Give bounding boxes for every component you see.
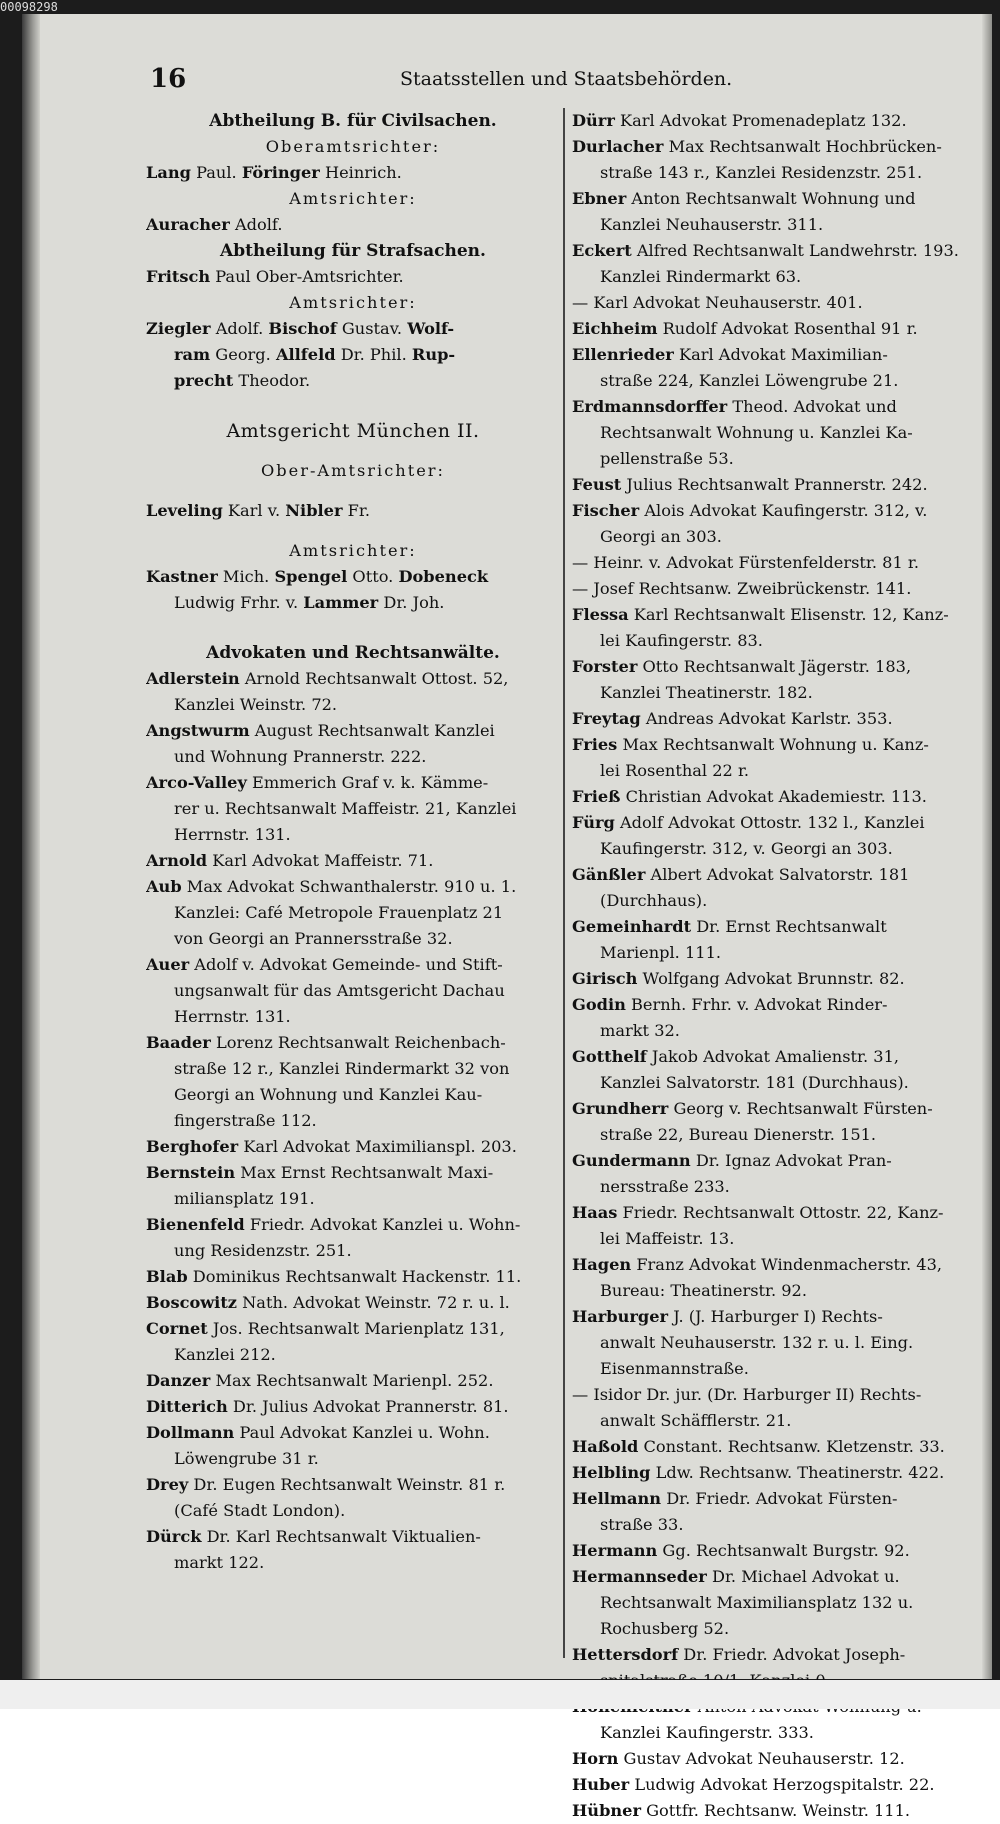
directory-line: und Wohnung Prannerstr. 222. xyxy=(174,747,427,766)
directory-line: Gemeinhardt Dr. Ernst Rechtsanwalt xyxy=(572,917,887,936)
directory-line: — Karl Advokat Neuhauserstr. 401. xyxy=(572,293,863,312)
directory-line: Georgi an Wohnung und Kanzlei Kau- xyxy=(174,1085,483,1104)
directory-line: Rechtsanwalt Maximiliansplatz 132 u. xyxy=(600,1593,914,1612)
directory-line: straße 143 r., Kanzlei Residenzstr. 251. xyxy=(600,163,923,182)
directory-line: Fries Max Rechtsanwalt Wohnung u. Kanz- xyxy=(572,735,929,754)
directory-line: straße 224, Kanzlei Löwengrube 21. xyxy=(600,371,899,390)
directory-line: Cornet Jos. Rechtsanwalt Marienplatz 131, xyxy=(146,1319,505,1338)
directory-line: Fischer Alois Advokat Kaufingerstr. 312, v. xyxy=(572,501,928,520)
directory-line: Kanzlei 212. xyxy=(174,1345,276,1364)
directory-line: Dürck Dr. Karl Rechtsanwalt Viktualien- xyxy=(146,1527,481,1546)
directory-line: Haßold Constant. Rechtsanw. Kletzenstr. 33. xyxy=(572,1437,945,1456)
section-heading: Abtheilung für Strafsachen. xyxy=(220,241,486,261)
directory-line: Flessa Karl Rechtsanwalt Elisenstr. 12, Kanz- xyxy=(572,605,949,624)
directory-line: Eichheim Rudolf Advokat Rosenthal 91 r. xyxy=(572,319,918,338)
section-heading: Amtsgericht München II. xyxy=(226,420,480,442)
spacer xyxy=(146,394,560,418)
directory-line: Dürr Karl Advokat Promenadeplatz 132. xyxy=(572,111,907,130)
directory-line: Eisenmannstraße. xyxy=(600,1359,749,1378)
directory-line: lei Rosenthal 22 r. xyxy=(600,761,750,780)
directory-line: Dollmann Paul Advokat Kanzlei u. Wohn. xyxy=(146,1423,490,1442)
directory-line: Drey Dr. Eugen Rechtsanwalt Weinstr. 81 r. xyxy=(146,1475,506,1494)
directory-line: Ellenrieder Karl Advokat Maximilian- xyxy=(572,345,888,364)
directory-line: Kanzlei Salvatorstr. 181 (Durchhaus). xyxy=(600,1073,909,1092)
directory-line: Kanzlei Theatinerstr. 182. xyxy=(600,683,813,702)
directory-line: Blab Dominikus Rechtsanwalt Hackenstr. 11. xyxy=(146,1267,522,1286)
directory-line: lei Maffeistr. 13. xyxy=(600,1229,735,1248)
directory-line: Huber Ludwig Advokat Herzogspitalstr. 22. xyxy=(572,1775,935,1794)
directory-line: precht Theodor. xyxy=(174,371,311,390)
directory-line: Haas Friedr. Rechtsanwalt Ottostr. 22, Kanz- xyxy=(572,1203,944,1222)
directory-line: Kanzlei Rindermarkt 63. xyxy=(600,267,802,286)
directory-line: Ditterich Dr. Julius Advokat Prannerstr. 81. xyxy=(146,1397,509,1416)
directory-line: Erdmannsdorffer Theod. Advokat und xyxy=(572,397,897,416)
directory-line: Ober-Amtsrichter: xyxy=(261,461,445,480)
directory-line: Amtsrichter: xyxy=(289,189,417,208)
directory-line: anwalt Neuhauserstr. 132 r. u. l. Eing. xyxy=(600,1333,914,1352)
directory-line: ram Georg. Allfeld Dr. Phil. Rup- xyxy=(174,345,456,364)
directory-line: Rochusberg 52. xyxy=(600,1619,730,1638)
directory-line: Fritsch Paul Ober-Amtsrichter. xyxy=(146,267,404,286)
running-header: Staatsstellen und Staatsbehörden. xyxy=(400,68,733,90)
book-spine xyxy=(22,14,40,1679)
directory-line: nersstraße 233. xyxy=(600,1177,730,1196)
directory-line: miliansplatz 191. xyxy=(174,1189,315,1208)
right-column xyxy=(572,108,964,1824)
directory-line: straße 33. xyxy=(600,1515,684,1534)
scan-bottom-margin xyxy=(0,1680,1000,1709)
directory-line: Rechtsanwalt Wohnung u. Kanzlei Ka- xyxy=(600,423,913,442)
directory-line: straße 12 r., Kanzlei Rindermarkt 32 von xyxy=(174,1059,510,1078)
directory-line: Gänßler Albert Advokat Salvatorstr. 181 xyxy=(572,865,910,884)
directory-line: Berghofer Karl Advokat Maximilianspl. 203. xyxy=(146,1137,517,1156)
directory-line: pellenstraße 53. xyxy=(600,449,734,468)
section-heading: Advokaten und Rechtsanwälte. xyxy=(206,643,500,663)
directory-line: Horn Gustav Advokat Neuhauserstr. 12. xyxy=(572,1749,905,1768)
directory-line: Ludwig Frhr. v. Lammer Dr. Joh. xyxy=(174,593,445,612)
directory-line: Fürg Adolf Advokat Ottostr. 132 l., Kanzlei xyxy=(572,813,925,832)
directory-line: Arnold Karl Advokat Maffeistr. 71. xyxy=(146,851,434,870)
directory-line: Leveling Karl v. Nibler Fr. xyxy=(146,501,370,520)
page-number: 16 xyxy=(150,64,187,94)
directory-line: Freytag Andreas Advokat Karlstr. 353. xyxy=(572,709,893,728)
directory-line: Angstwurm August Rechtsanwalt Kanzlei xyxy=(146,721,495,740)
directory-line: Bureau: Theatinerstr. 92. xyxy=(600,1281,807,1300)
directory-line: — Heinr. v. Advokat Fürstenfelderstr. 81 r. xyxy=(572,553,919,572)
directory-line: Auracher Adolf. xyxy=(146,215,283,234)
directory-line: ung Residenzstr. 251. xyxy=(174,1241,352,1260)
directory-line: Eckert Alfred Rechtsanwalt Landwehrstr. 193. xyxy=(572,241,959,260)
scan-id: 00098298 xyxy=(0,0,58,14)
directory-line: Ebner Anton Rechtsanwalt Wohnung und xyxy=(572,189,916,208)
directory-line: Kanzlei Kaufingerstr. 333. xyxy=(600,1723,814,1742)
directory-line: Herrnstr. 131. xyxy=(174,1007,291,1026)
directory-line: Oberamtsrichter: xyxy=(265,137,441,156)
directory-line: rer u. Rechtsanwalt Maffeistr. 21, Kanzlei xyxy=(174,799,517,818)
directory-line: markt 122. xyxy=(174,1553,265,1572)
directory-line: lei Kaufingerstr. 83. xyxy=(600,631,763,650)
directory-line: markt 32. xyxy=(600,1021,680,1040)
spacer xyxy=(146,444,560,458)
directory-line: Gotthelf Jakob Advokat Amalienstr. 31, xyxy=(572,1047,900,1066)
directory-line: Boscowitz Nath. Advokat Weinstr. 72 r. u. l. xyxy=(146,1293,510,1312)
column-divider xyxy=(563,108,565,1658)
directory-line: Hermannseder Dr. Michael Advokat u. xyxy=(572,1567,900,1586)
directory-line: Hellmann Dr. Friedr. Advokat Fürsten- xyxy=(572,1489,898,1508)
directory-line: Hübner Gottfr. Rechtsanw. Weinstr. 111. xyxy=(572,1801,911,1820)
directory-line: Aub Max Advokat Schwanthalerstr. 910 u. 1. xyxy=(146,877,517,896)
directory-line: Forster Otto Rechtsanwalt Jägerstr. 183, xyxy=(572,657,912,676)
left-column xyxy=(146,108,560,1576)
directory-line: ungsanwalt für das Amtsgericht Dachau xyxy=(174,981,505,1000)
directory-line: von Georgi an Prannersstraße 32. xyxy=(174,929,453,948)
directory-line: — Isidor Dr. jur. (Dr. Harburger II) Rechts- xyxy=(572,1385,922,1404)
directory-line: Grundherr Georg v. Rechtsanwalt Fürsten- xyxy=(572,1099,933,1118)
directory-line: Auer Adolf v. Advokat Gemeinde- und Stift- xyxy=(146,955,503,974)
directory-line: Danzer Max Rechtsanwalt Marienpl. 252. xyxy=(146,1371,494,1390)
directory-line: Hettersdorf Dr. Friedr. Advokat Joseph- xyxy=(572,1645,906,1664)
directory-line: Kaufingerstr. 312, v. Georgi an 303. xyxy=(600,839,893,858)
directory-line: Amtsrichter: xyxy=(289,541,417,560)
directory-line: (Durchhaus). xyxy=(600,891,708,910)
directory-line: Frieß Christian Advokat Akademiestr. 113. xyxy=(572,787,927,806)
directory-line: Kanzlei Weinstr. 72. xyxy=(174,695,338,714)
directory-line: Löwengrube 31 r. xyxy=(174,1449,319,1468)
directory-line: Durlacher Max Rechtsanwalt Hochbrücken- xyxy=(572,137,942,156)
directory-line: Adlerstein Arnold Rechtsanwalt Ottost. 52, xyxy=(146,669,509,688)
directory-line: Bienenfeld Friedr. Advokat Kanzlei u. Wohn- xyxy=(146,1215,521,1234)
directory-line: Kanzlei: Café Metropole Frauenplatz 21 xyxy=(174,903,504,922)
directory-line: Kanzlei Neuhauserstr. 311. xyxy=(600,215,824,234)
directory-line: Girisch Wolfgang Advokat Brunnstr. 82. xyxy=(572,969,905,988)
directory-line: Gundermann Dr. Ignaz Advokat Pran- xyxy=(572,1151,892,1170)
directory-line: Herrnstr. 131. xyxy=(174,825,291,844)
directory-line: (Café Stadt London). xyxy=(174,1501,346,1520)
directory-line: Godin Bernh. Frhr. v. Advokat Rinder- xyxy=(572,995,888,1014)
spacer xyxy=(146,524,560,538)
section-heading: Abtheilung B. für Civilsachen. xyxy=(209,111,497,131)
directory-line: Georgi an 303. xyxy=(600,527,722,546)
directory-line: Feust Julius Rechtsanwalt Prannerstr. 242. xyxy=(572,475,928,494)
directory-line: Ziegler Adolf. Bischof Gustav. Wolf- xyxy=(146,319,455,338)
directory-line: Harburger J. (J. Harburger I) Rechts- xyxy=(572,1307,883,1326)
directory-line: Hagen Franz Advokat Windenmacherstr. 43, xyxy=(572,1255,943,1274)
directory-line: straße 22, Bureau Dienerstr. 151. xyxy=(600,1125,877,1144)
spacer xyxy=(146,484,560,498)
spacer xyxy=(146,616,560,640)
directory-line: — Josef Rechtsanw. Zweibrückenstr. 141. xyxy=(572,579,912,598)
directory-line: Lang Paul. Föringer Heinrich. xyxy=(146,163,402,182)
directory-line: Bernstein Max Ernst Rechtsanwalt Maxi- xyxy=(146,1163,494,1182)
directory-line: Kastner Mich. Spengel Otto. Dobeneck xyxy=(146,567,489,586)
directory-line: Hermann Gg. Rechtsanwalt Burgstr. 92. xyxy=(572,1541,910,1560)
directory-line: Marienpl. 111. xyxy=(600,943,722,962)
directory-line: Baader Lorenz Rechtsanwalt Reichenbach- xyxy=(146,1033,506,1052)
directory-line: Arco-Valley Emmerich Graf v. k. Kämme- xyxy=(146,773,489,792)
directory-line: Helbling Ldw. Rechtsanw. Theatinerstr. 422. xyxy=(572,1463,945,1482)
directory-line: Amtsrichter: xyxy=(289,293,417,312)
page-edge xyxy=(982,14,992,1679)
directory-line: fingerstraße 112. xyxy=(174,1111,317,1130)
directory-line: anwalt Schäfflerstr. 21. xyxy=(600,1411,792,1430)
